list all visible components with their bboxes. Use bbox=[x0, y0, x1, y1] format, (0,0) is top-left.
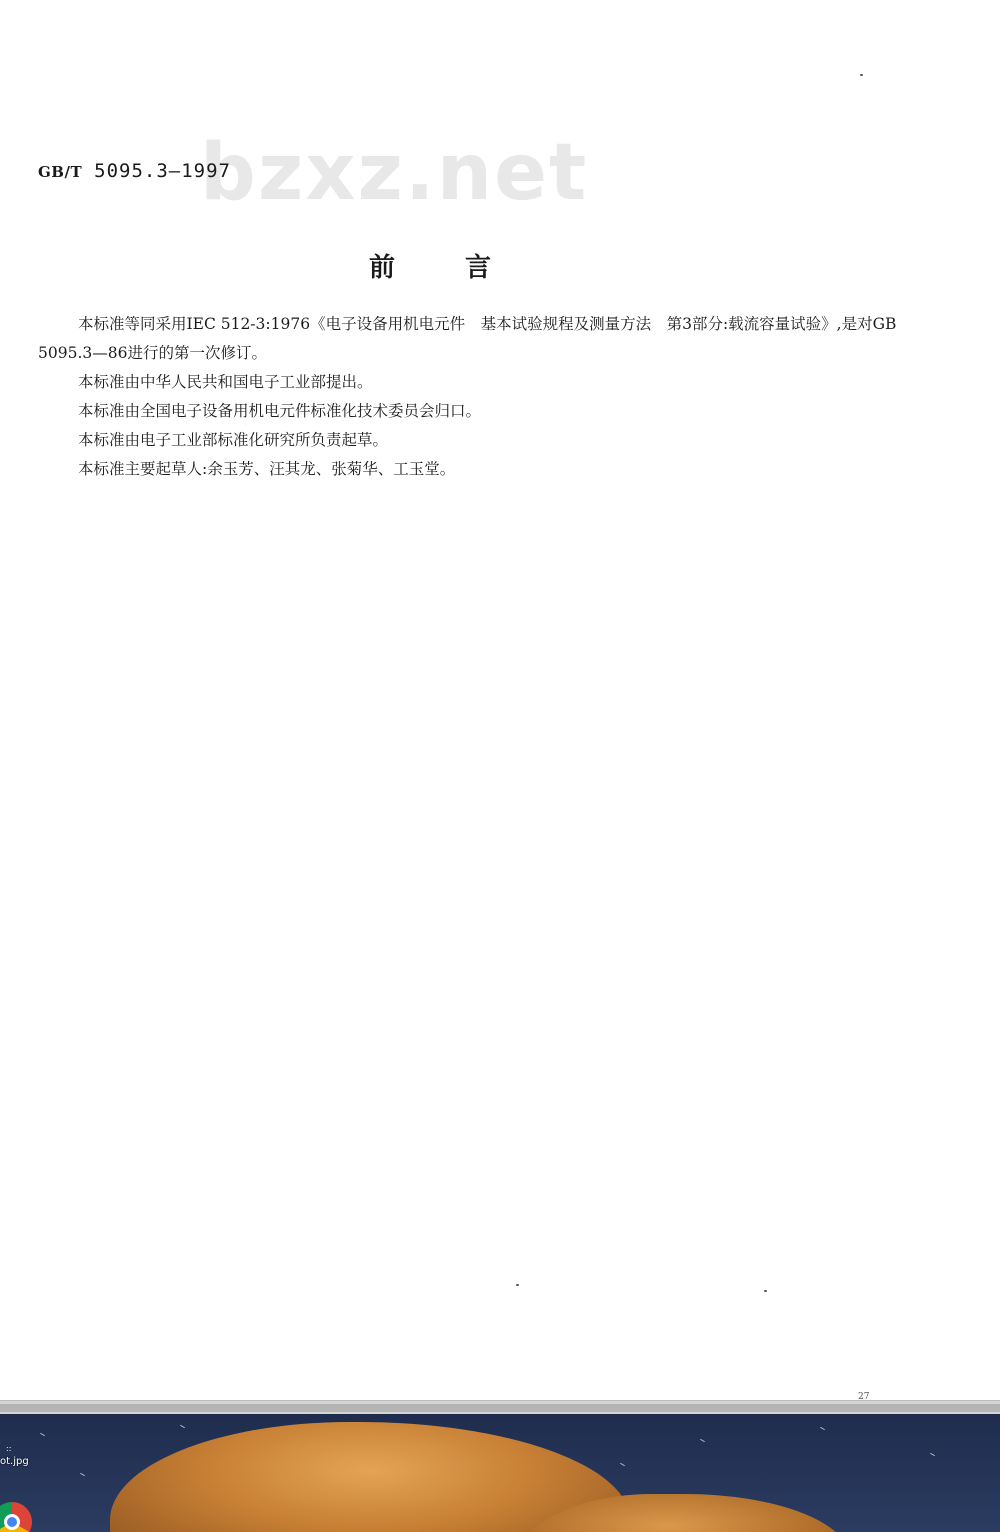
scan-speck bbox=[516, 1284, 519, 1286]
foreword-body bbox=[38, 310, 898, 484]
paragraph: 本标准由中华人民共和国电子工业部提出。 bbox=[78, 373, 373, 391]
standard-prefix: GB/T bbox=[38, 163, 83, 181]
watermark-text: bzxz.net bbox=[200, 128, 589, 218]
star bbox=[930, 1453, 935, 1456]
scrollbar-thumb[interactable] bbox=[0, 1404, 1000, 1412]
star bbox=[620, 1463, 625, 1466]
standard-header bbox=[38, 160, 231, 182]
paragraph: 本标准由电子工业部标准化研究所负责起草。 bbox=[78, 431, 389, 449]
paragraph: 本标准由全国电子设备用机电元件标准化技术委员会归口。 bbox=[78, 402, 482, 420]
horizontal-scrollbar[interactable] bbox=[0, 1400, 1000, 1415]
paragraph: 本标准等同采用IEC 512-3:1976《电子设备用机电元件 基本试验规程及测量方法 第3部分:载流容量试验》,是对GB 5095.3—86进行的第一次修订。 bbox=[38, 315, 897, 362]
desktop-background bbox=[0, 1414, 1000, 1532]
star bbox=[180, 1425, 185, 1428]
star bbox=[40, 1433, 45, 1436]
section-title: 前言 bbox=[368, 253, 561, 283]
page-number: 27 bbox=[858, 1392, 870, 1400]
desktop-file-label[interactable]: ot.jpg bbox=[0, 1456, 29, 1467]
scan-speck bbox=[764, 1290, 767, 1292]
star bbox=[820, 1427, 825, 1430]
paragraph: 本标准主要起草人:余玉芳、汪其龙、张菊华、工玉堂。 bbox=[78, 460, 456, 478]
star bbox=[700, 1439, 705, 1442]
chrome-icon[interactable] bbox=[0, 1502, 32, 1532]
scan-speck bbox=[860, 74, 863, 76]
desktop-icon-dots: :: bbox=[6, 1444, 12, 1453]
standard-number: 5095.3—1997 bbox=[94, 160, 231, 182]
star bbox=[80, 1473, 85, 1476]
